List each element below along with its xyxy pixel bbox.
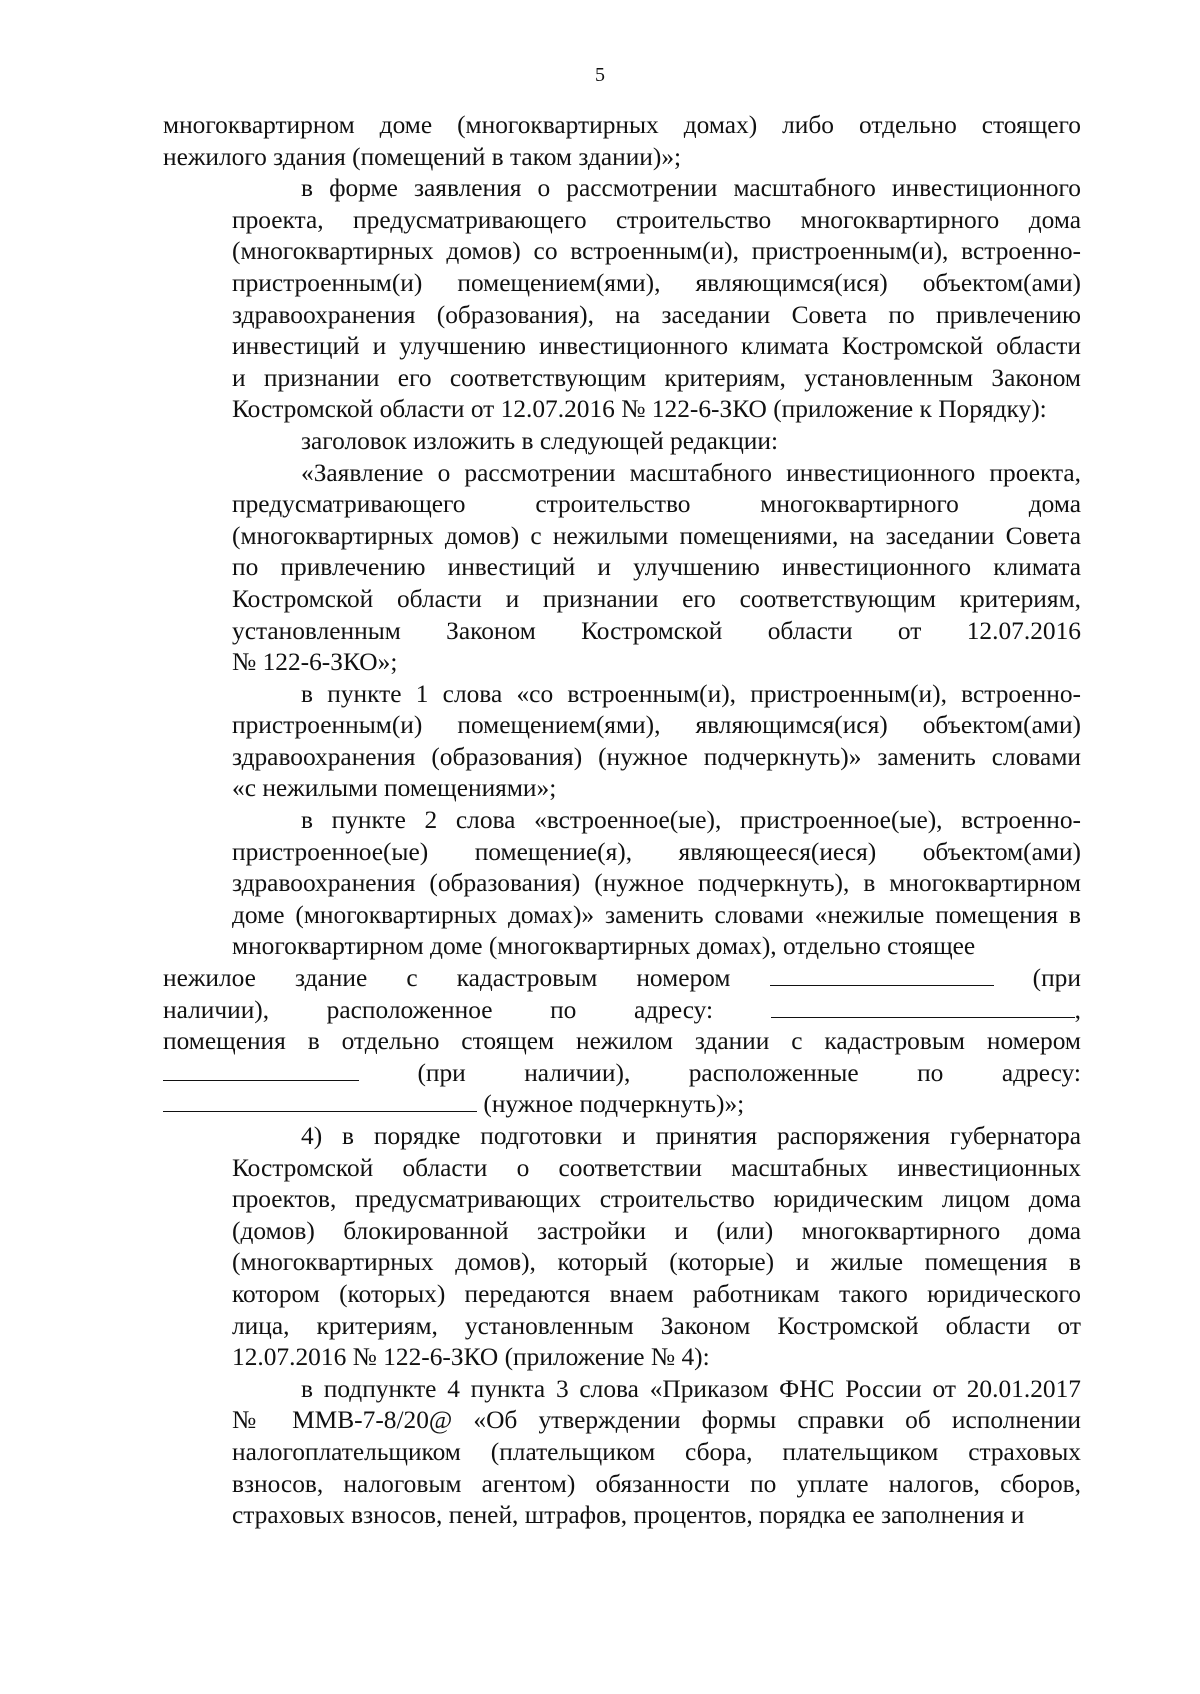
text-line: Костромской области и признании его соответствующим критериям, [232, 584, 1081, 613]
text-line: в пункте 2 слова «встроенное(ые), пристроенное(ые), встроенно- [301, 806, 1081, 835]
text-line: по привлечению инвестиций и улучшению инвестиционного климата [232, 553, 1081, 582]
paragraph [163, 426, 1081, 458]
text-line: проектов, предусматривающих строительство юридическим лицом дома [232, 1185, 1081, 1214]
cadastral-number-blank[interactable] [770, 963, 994, 986]
text-line: нежилого здания (помещений в таком здании)»; [163, 142, 682, 171]
text-line: предусматривающего строительство многоквартирного дома [232, 490, 1081, 519]
text-line: «Заявление о рассмотрении масштабного инвестиционного проекта, [301, 458, 1081, 487]
text-line: (многоквартирных домов) со встроенным(и), пристроенным(и), встроенно- [232, 237, 1081, 266]
address-blank-2[interactable] [163, 1089, 477, 1112]
text-line: многоквартирном доме (многоквартирных домах) либо отдельно стоящего [163, 111, 1081, 139]
text-line: Костромской области о соответствии масштабных инвестиционных [232, 1153, 1081, 1182]
blank-line-3: помещения в отдельно стоящем нежилом здании с кадастровым номером [163, 1027, 1081, 1056]
paragraph [163, 679, 1081, 805]
text-line: и признании его соответствующим критериям, установленным Законом [232, 363, 1081, 392]
blank-line-1: нежилое здание с кадастровым номером (при [163, 964, 1081, 993]
text-line: взносов, налоговым агентом) обязанности по уплате налогов, сборов, [232, 1469, 1081, 1498]
text-line: в подпункте 4 пункта 3 слова «Приказом ФНС России от 20.01.2017 [301, 1374, 1081, 1403]
text-line: (многоквартирных домов), который (которые) и жилые помещения в [232, 1248, 1081, 1277]
text-line: «с нежилыми помещениями»; [232, 774, 557, 803]
text-line: котором (которых) передаются внаем работникам такого юридического [232, 1279, 1081, 1308]
paragraph [163, 173, 1081, 426]
text-line: страховых взносов, пеней, штрафов, процентов, порядка ее заполнения и [232, 1501, 1025, 1530]
text-line: 12.07.2016 № 122-6-ЗКО (приложение № 4): [232, 1343, 710, 1372]
text-line: № ММВ-7-8/20@ «Об утверждении формы справки об исполнении [232, 1406, 1081, 1435]
paragraph [163, 1121, 1081, 1374]
text-line: (многоквартирных домов) с нежилыми помещениями, на заседании Совета [232, 521, 1081, 550]
blank-line-5: (нужное подчеркнуть)»; [163, 1089, 1081, 1121]
text-line: Костромской области от 12.07.2016 № 122-6-ЗКО (приложение к Порядку): [232, 395, 1047, 424]
cadastral-number-blank-2[interactable] [163, 1058, 359, 1081]
text-line: установленным Законом Костромской области от 12.07.2016 [232, 616, 1081, 645]
text-line: налогоплательщиком (плательщиком сбора, плательщиком страховых [232, 1437, 1081, 1466]
paragraph [163, 1374, 1081, 1532]
text-line: пристроенным(и) помещением(ями), являющимся(ися) объектом(ами) [232, 268, 1081, 297]
form-blank-section [163, 963, 1081, 1121]
paragraph [163, 805, 1081, 963]
paragraphs-before-blanks [163, 110, 1081, 963]
text-line: в пункте 1 слова «со встроенным(и), пристроенным(и), встроенно- [301, 679, 1081, 708]
text-line: пристроенным(и) помещением(ями), являющимся(ися) объектом(ами) [232, 711, 1081, 740]
text-line: лица, критериям, установленным Законом Костромской области от [232, 1311, 1081, 1340]
page-number: 5 [595, 64, 605, 86]
address-blank[interactable] [771, 995, 1075, 1018]
paragraph [163, 110, 1081, 173]
paragraph [163, 458, 1081, 679]
paragraphs-after-blanks [163, 1121, 1081, 1532]
text-line: заголовок изложить в следующей редакции: [301, 426, 779, 455]
text-line: 4) в порядке подготовки и принятия распоряжения губернатора [301, 1122, 1081, 1150]
text-line: здравоохранения (образования) (нужное подчеркнуть)» заменить словами [232, 742, 1081, 771]
text-line: № 122-6-ЗКО»; [232, 648, 398, 677]
blank-line-4: (при наличии), расположенные по адресу: [163, 1058, 1081, 1090]
text-line: пристроенное(ые) помещение(я), являющееся(иеся) объектом(ами) [232, 837, 1081, 866]
text-line: многоквартирном доме (многоквартирных домах), отдельно стоящее [232, 932, 976, 961]
text-line: здравоохранения (образования), на заседании Совета по привлечению [232, 300, 1081, 329]
text-line: (домов) блокированной застройки и (или) многоквартирного дома [232, 1216, 1081, 1245]
document-body [163, 110, 1081, 1532]
text-line: здравоохранения (образования) (нужное подчеркнуть), в многоквартирном [232, 869, 1081, 898]
text-line: инвестиций и улучшению инвестиционного климата Костромской области [232, 332, 1081, 361]
text-line: в форме заявления о рассмотрении масштабного инвестиционного [301, 174, 1081, 203]
text-line: доме (многоквартирных домах)» заменить словами «нежилые помещения в [232, 900, 1081, 929]
blank-line-2: наличии), расположенное по адресу: , [163, 995, 1081, 1024]
text-line: проекта, предусматривающего строительство многоквартирного дома [232, 205, 1081, 234]
